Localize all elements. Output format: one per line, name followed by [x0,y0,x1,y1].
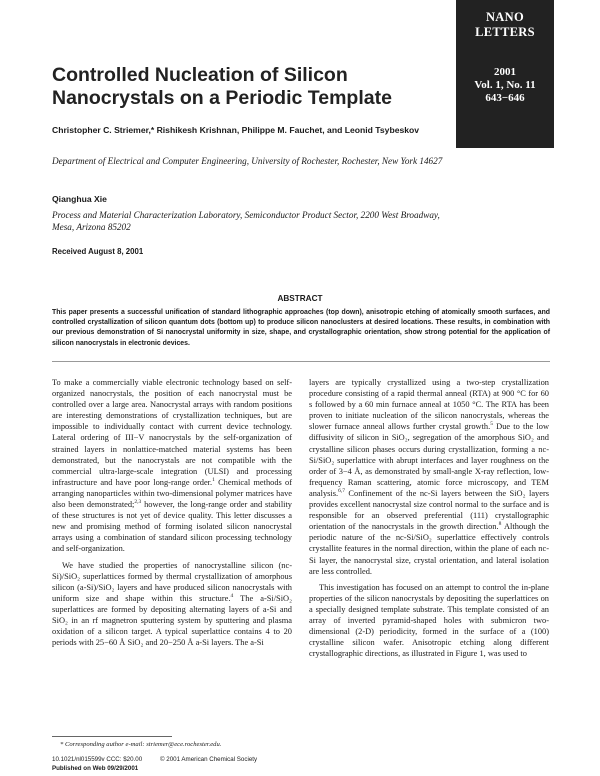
paragraph: This investigation has focused on an attempt to control the in-plane properties of the silicon nanocrystals by depositing the superlattices on a specially designed template substrate. This template consisted of an array of inverted pyramid-shaped holes with submicron two-dimensional (2-D) periodicity, formed in the surface of a (100) crystalline silicon wafer. Anisotropic etching along different crystallographic directions, as illustrated in Figure 1, was used to [309,582,549,659]
reference-marker: 2,3 [134,499,142,506]
doi-code: 10.1021/nl015599v CCC: $20.00 [52,756,143,763]
body-column-right [309,377,549,659]
reference-marker: 5 [490,421,493,428]
corresponding-author-footnote: * Corresponding author e-mail: striemer@ece.rochester.edu. [60,741,222,748]
body-column-left [52,377,292,648]
paragraph: We have studied the properties of nanocrystalline silicon (nc-Si)/SiO₂ superlattices formed by thermal crystallization of amorphous silicon (a-Si)/SiO₂ layers and have produced silicon nanocrystals with uniform size and shape within this structure.$^4$ The a-Si/SiO₂ superlattices are formed by depositing alternating layers of a-Si and SiO₂ in an rf magnetron sputtering system by sputtering and plasma oxidation of a silicon target. A typical superlattice contains 4 to 20 periods with 25−60 Å SiO₂ and 20−250 Å a-Si layers. The a-Si [52,560,293,648]
published-date: Published on Web 09/29/2001 [52,765,139,772]
footnote-divider [52,736,172,737]
affiliation-2: Process and Material Characterization Laboratory, Semiconductor Product Sector, 2200 West Broadway, Mesa, Arizona 85202 [52,210,440,232]
journal-banner [456,0,554,148]
article-title: Controlled Nucleation of Silicon Nanocrystals on a Periodic Template [52,64,392,109]
received-date: Received August 8, 2001 [52,247,144,256]
abstract-divider [52,361,550,362]
reference-marker: 4 [230,592,234,599]
journal-name: NANO LETTERS [475,10,535,39]
journal-pages: 643−646 [485,92,525,104]
author-list-2: Qianghua Xie [52,194,107,204]
reference-marker: 1 [212,477,215,484]
paragraph: layers are typically crystallized using a two-step crystallization procedure consisting of a rapid thermal anneal (RTA) at 900 °C for 60 s followed by a 60 min furnace anneal at 1050 °C. The RTA has been proven to initiate nucleation of the silicon nanocrystals, whereas the slower furnace anneal allows further crystal growth.$^5$ Due to the low diffusivity of silicon in SiO₂, segregation of the amorphous SiO₂ and crystalline silicon phases occurs during crystallization, forming a nc-Si/SiO₂ superlattice with abrupt interfaces and layer roughness on the order of 3−4 Å, as demonstrated by small-angle X-ray reflection, low-frequency Raman scattering, atomic force microscopy, and TEM analysis.$^{6,7}$ Confinement of the nc-Si layers between the SiO₂ layers provides excellent nanocrystal size control normal to the surface and is responsible for an observed preferential (111) crystallographic orientation of the nanocrystals in the growth direction.$^8$ Although the periodic nature of the nc-Si/SiO₂ superlattice effectively controls crystallite features in the normal direction, within the plane of each nc-Si layer, the nanocrystal size, crystal orientation, and lateral isolation are less controlled. [309,378,549,576]
journal-volume: Vol. 1, No. 11 [474,79,536,91]
abstract-heading: ABSTRACT [277,294,323,303]
reference-marker: 8 [498,521,502,528]
journal-year: 2001 [494,66,516,78]
paragraph: To make a commercially viable electronic technology based on self-organized nanocrystals, the position of each nanocrystal must be controlled over a large area. Nanocrystal arrays with random positions are interesting demonstrations of crystallization techniques, but are impossible to individually contact with current device technology. Lateral ordering of III−V nanocrystals by the self-organization of strained layers in nonlattice-matched material systems has been demonstrated, but the nanocrystals are not compatible with the commercial ultra-large-scale integration (ULSI) and processing infrastructure and have poor long-range order.$^1$ Chemical methods of arranging nanoparticles within two-dimensional polymer matrices have also been demonstrated;$^{2,3}$ however, the long-range order and stability of these structures is not yet of device quality. This letter discusses a new and promising method of forming isolated silicon nanocrystal arrays using a combination of standard silicon processing technology and self-organization. [52,378,292,554]
abstract-text: This paper presents a successful unification of standard lithographic approaches (top down), anisotropic etching of atomically smooth surfaces, and controlled crystallization of silicon quantum dots (bottom up) to produce silicon nanoclusters at desired locations. These results, in combination with our previous demonstration of Si nanocrystal uniformity in size, shape, and crystallographic orientation, show strong potential for the application of silicon nanocrystals in electronic devices. [52,309,550,347]
affiliation-1: Department of Electrical and Computer Engineering, University of Rochester, Rochester, New York 14627 [52,156,443,166]
copyright-notice: © 2001 American Chemical Society [160,756,258,763]
author-list-1: Christopher C. Striemer,* Rishikesh Krishnan, Philippe M. Fauchet, and Leonid Tsybeskov [52,125,420,135]
reference-marker: 6,7 [338,488,345,495]
journal-issue-info [456,66,554,105]
